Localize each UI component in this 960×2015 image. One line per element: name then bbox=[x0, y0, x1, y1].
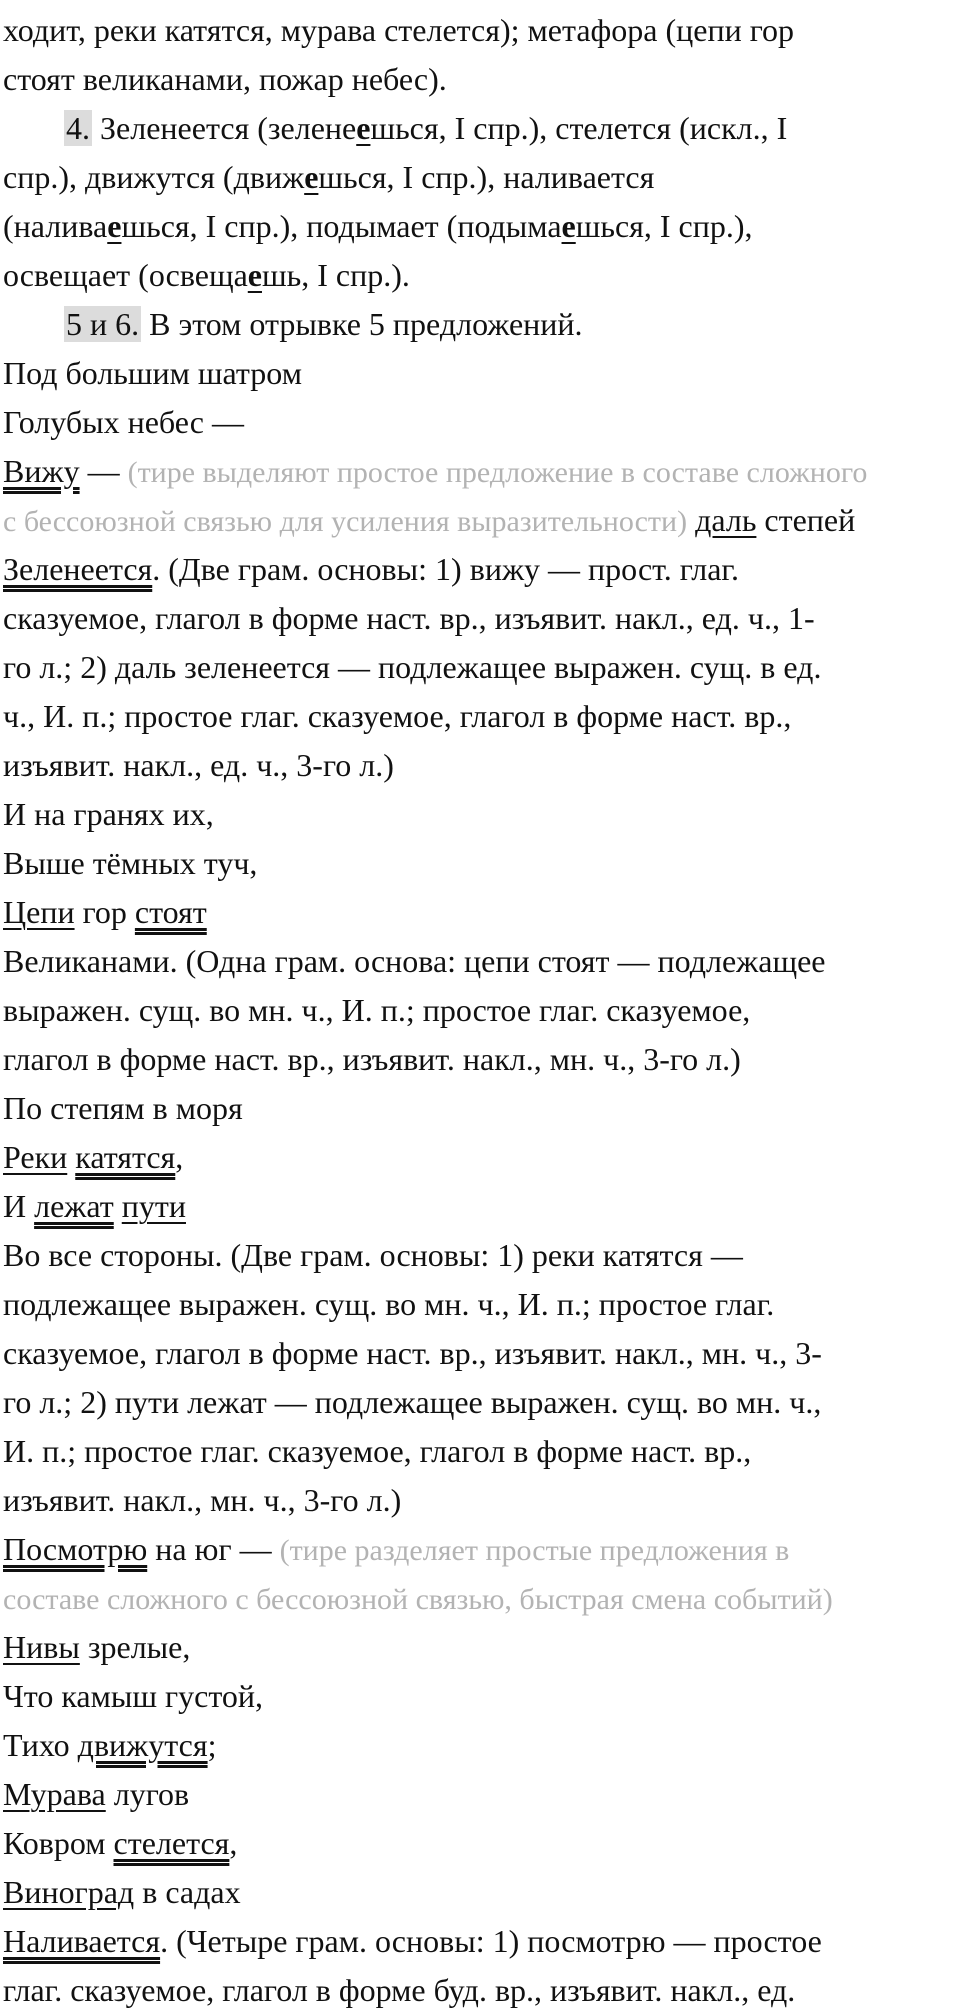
text-line bbox=[64, 104, 954, 153]
text-segment: Что камыш густой, bbox=[3, 1678, 264, 1714]
text-line bbox=[3, 1917, 958, 1966]
text-segment: глагол в форме наст. вр., изъявит. накл., мн. ч., 3-го л.) bbox=[3, 1041, 741, 1077]
text-line bbox=[3, 1966, 958, 2015]
text-line bbox=[3, 545, 958, 594]
text-segment: го л.; 2) даль зеленеется — подлежащее выражен. сущ. в ед. bbox=[3, 649, 822, 685]
text-line bbox=[3, 496, 958, 545]
text-line bbox=[3, 1035, 958, 1084]
text-segment: Ковром bbox=[3, 1825, 114, 1861]
text-segment: шься, I спр.), стелется (искл., I bbox=[370, 110, 788, 146]
text-segment: Великанами. (Одна грам. основа: цепи стоят — подлежащее bbox=[3, 943, 826, 979]
text-segment: на юг — bbox=[147, 1531, 280, 1567]
text-segment: Зеленеется (зелене bbox=[92, 110, 357, 146]
subject-word: Виноград bbox=[3, 1874, 135, 1910]
grey-note: (тире выделяют простое предложение в составе сложного bbox=[127, 456, 868, 489]
predicate-word: Зеленеется bbox=[3, 551, 153, 587]
text-segment: И на гранях их, bbox=[3, 796, 214, 832]
text-line bbox=[3, 594, 958, 643]
text-segment: Голубых небес — bbox=[3, 404, 244, 440]
stressed-ending: е bbox=[561, 208, 576, 244]
text-line bbox=[3, 1868, 958, 1917]
subject-word: Цепи bbox=[3, 894, 75, 930]
text-segment: шься, I спр.), подымает (подыма bbox=[121, 208, 562, 244]
text-line bbox=[3, 447, 958, 496]
text-line bbox=[3, 1672, 958, 1721]
text-segment: шься, I спр.), bbox=[575, 208, 753, 244]
text-line bbox=[3, 741, 958, 790]
text-segment: зрелые, bbox=[79, 1629, 191, 1665]
text-line bbox=[3, 1329, 958, 1378]
item-number: 4. bbox=[66, 110, 90, 146]
text-segment: . (Две грам. основы: 1) вижу — прост. глаг. bbox=[152, 551, 739, 587]
text-segment: выражен. сущ. во мн. ч., И. п.; простое глаг. сказуемое, bbox=[3, 992, 751, 1028]
text-line bbox=[3, 839, 958, 888]
predicate-word: лежат bbox=[34, 1188, 114, 1224]
predicate-word: Вижу bbox=[3, 453, 80, 489]
text-segment: изъявит. накл., мн. ч., 3-го л.) bbox=[3, 1482, 402, 1518]
text-line bbox=[3, 790, 958, 839]
item-number: 5 и 6. bbox=[66, 306, 140, 342]
text-segment: изъявит. накл., ед. ч., 3-го л.) bbox=[3, 747, 394, 783]
subject-word: Реки bbox=[3, 1139, 68, 1175]
text-segment: , bbox=[175, 1139, 184, 1175]
text-line bbox=[3, 398, 958, 447]
stressed-ending: е bbox=[247, 257, 262, 293]
text-segment: глаг. сказуемое, глагол в форме буд. вр., изъявит. накл., ед. bbox=[3, 1972, 796, 2008]
text-line bbox=[3, 1231, 958, 1280]
text-segment: степей bbox=[756, 502, 856, 538]
text-line bbox=[64, 300, 954, 349]
predicate-word: Наливается bbox=[3, 1923, 161, 1959]
text-segment: го л.; 2) пути лежат — подлежащее выражен. сущ. во мн. ч., bbox=[3, 1384, 822, 1420]
text-line bbox=[3, 202, 958, 251]
text-line bbox=[3, 251, 958, 300]
text-segment: ходит, реки катятся, мурава стелется); метафора (цепи гор bbox=[3, 12, 795, 48]
text-segment: ; bbox=[207, 1727, 217, 1763]
stressed-ending: е bbox=[304, 159, 319, 195]
text-line bbox=[3, 1721, 958, 1770]
text-line bbox=[3, 1574, 958, 1623]
subject-word: Нивы bbox=[3, 1629, 80, 1665]
text-segment: Выше тёмных туч, bbox=[3, 845, 258, 881]
text-segment: По степям в моря bbox=[3, 1090, 243, 1126]
text-segment: подлежащее выражен. сущ. во мн. ч., И. п.; простое глаг. bbox=[3, 1286, 775, 1322]
text-line bbox=[3, 1623, 958, 1672]
text-segment bbox=[114, 1188, 122, 1224]
text-segment: гор bbox=[74, 894, 135, 930]
text-line bbox=[3, 1525, 958, 1574]
text-line bbox=[3, 1476, 958, 1525]
text-line bbox=[3, 888, 958, 937]
text-segment: Во все стороны. (Две грам. основы: 1) реки катятся — bbox=[3, 1237, 743, 1273]
predicate-word: движутся bbox=[77, 1727, 208, 1763]
text-line bbox=[3, 349, 958, 398]
text-segment: — bbox=[79, 453, 128, 489]
text-line bbox=[3, 1133, 958, 1182]
subject-word: пути bbox=[121, 1188, 186, 1224]
subject-word: Мурава bbox=[3, 1776, 106, 1812]
text-segment bbox=[687, 502, 695, 538]
stressed-ending: е bbox=[356, 110, 371, 146]
text-segment: спр.), движутся (движ bbox=[3, 159, 305, 195]
grey-note: с бессоюзной связью для усиления выразительности) bbox=[3, 505, 688, 538]
text-segment: лугов bbox=[105, 1776, 190, 1812]
text-segment: И. п.; простое глаг. сказуемое, глагол в форме наст. вр., bbox=[3, 1433, 752, 1469]
text-segment: , bbox=[229, 1825, 238, 1861]
text-line bbox=[3, 937, 958, 986]
text-line bbox=[3, 153, 958, 202]
text-line bbox=[3, 55, 958, 104]
text-line bbox=[3, 692, 958, 741]
stressed-ending: е bbox=[107, 208, 122, 244]
text-segment: Тихо bbox=[3, 1727, 78, 1763]
predicate-word: стоят bbox=[134, 894, 207, 930]
text-segment: стоят великанами, пожар небес). bbox=[3, 61, 447, 97]
text-segment: (налива bbox=[3, 208, 108, 244]
text-line bbox=[3, 1182, 958, 1231]
text-segment: в садах bbox=[134, 1874, 241, 1910]
text-line bbox=[3, 643, 958, 692]
text-line bbox=[3, 1280, 958, 1329]
text-line bbox=[3, 6, 958, 55]
text-segment: шь, I спр.). bbox=[261, 257, 410, 293]
text-segment: сказуемое, глагол в форме наст. вр., изъявит. накл., мн. ч., 3- bbox=[3, 1335, 822, 1371]
subject-word: даль bbox=[695, 502, 757, 538]
text-line bbox=[3, 1378, 958, 1427]
text-segment: освещает (освеща bbox=[3, 257, 248, 293]
text-line bbox=[3, 1770, 958, 1819]
text-segment: ч., И. п.; простое глаг. сказуемое, глагол в форме наст. вр., bbox=[3, 698, 792, 734]
grey-note: составе сложного с бессоюзной связью, быстрая смена событий) bbox=[3, 1583, 833, 1616]
text-line bbox=[3, 1084, 958, 1133]
text-line bbox=[3, 1819, 958, 1868]
grey-note: (тире разделяет простые предложения в bbox=[279, 1534, 790, 1567]
text-segment: В этом отрывке 5 предложений. bbox=[141, 306, 583, 342]
text-segment: Под большим шатром bbox=[3, 355, 302, 391]
text-segment: . (Четыре грам. основы: 1) посмотрю — простое bbox=[160, 1923, 822, 1959]
text-segment: сказуемое, глагол в форме наст. вр., изъявит. накл., ед. ч., 1- bbox=[3, 600, 815, 636]
text-line bbox=[3, 1427, 958, 1476]
predicate-word: Посмотрю bbox=[3, 1531, 148, 1567]
text-line bbox=[3, 986, 958, 1035]
text-segment: И bbox=[3, 1188, 35, 1224]
text-segment: шься, I спр.), наливается bbox=[318, 159, 655, 195]
predicate-word: стелется bbox=[113, 1825, 230, 1861]
predicate-word: катятся bbox=[75, 1139, 176, 1175]
